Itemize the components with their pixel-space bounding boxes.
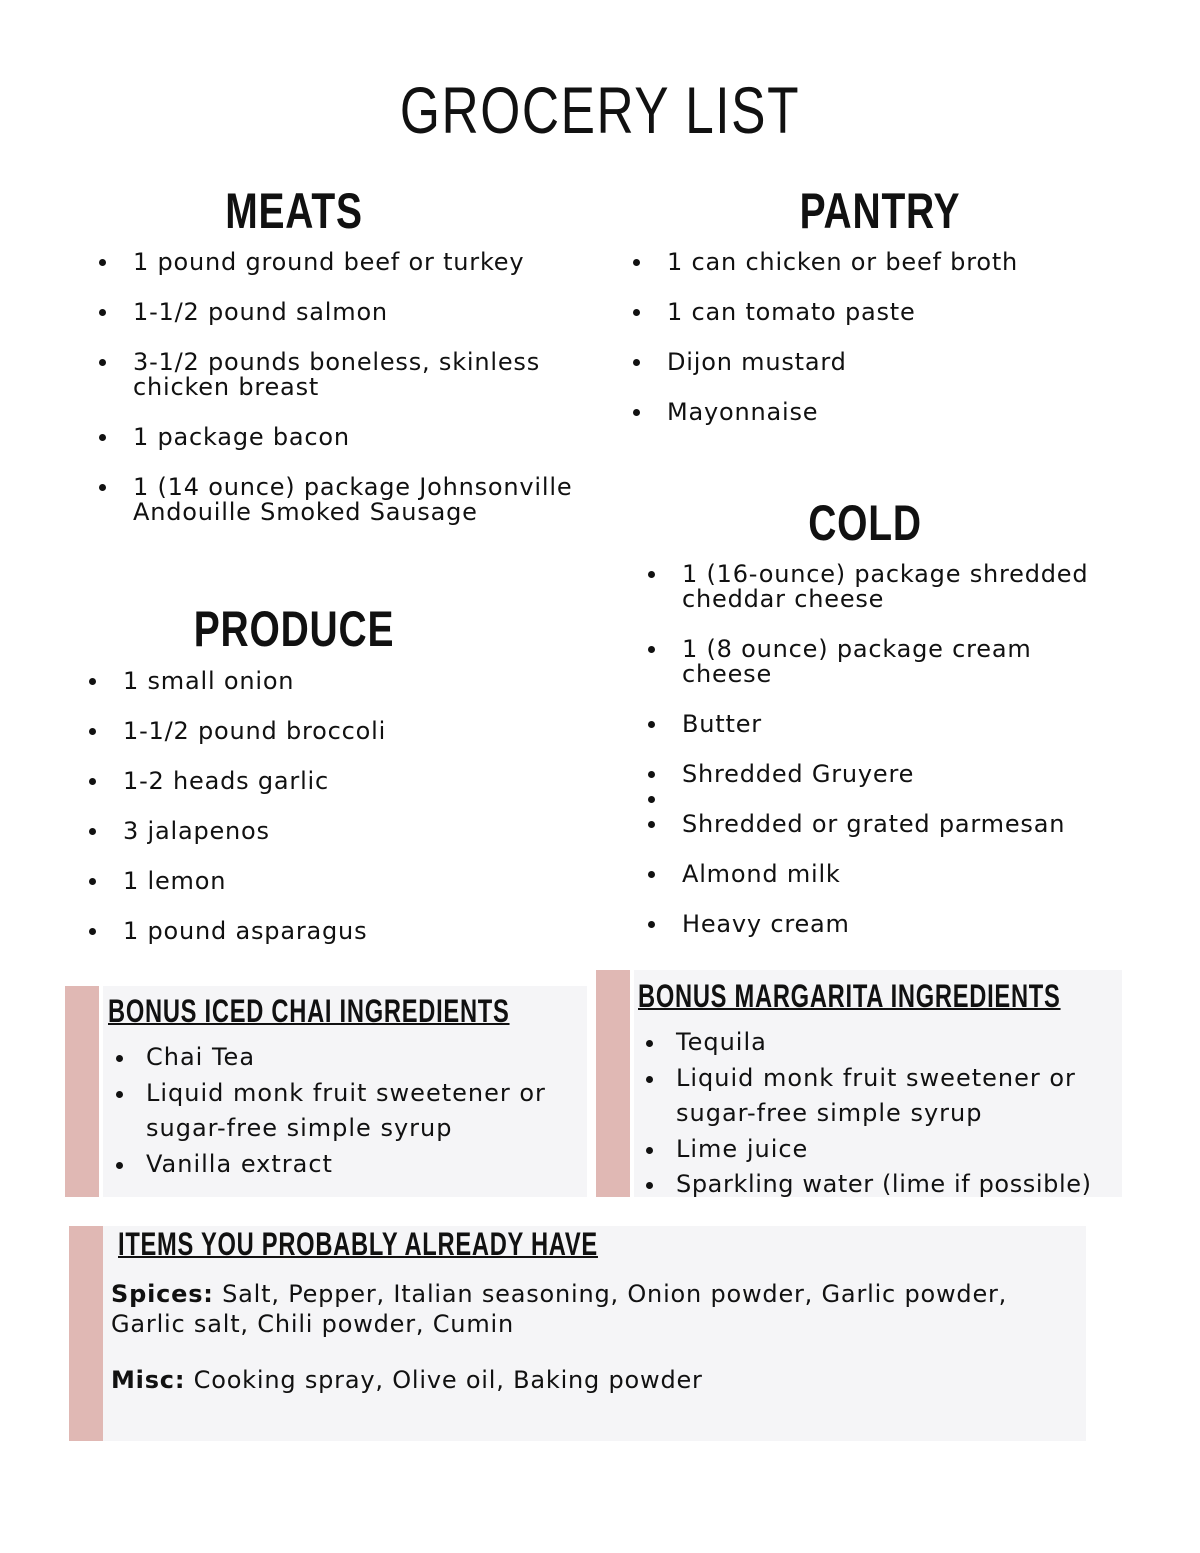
list-item: Lime juice — [646, 1132, 1131, 1168]
list-item: 1 (14 ounce) package Johnsonville Andouille Smoked Sausage — [99, 475, 599, 525]
list-item: Dijon mustard — [633, 350, 1113, 375]
chai-accent-stripe — [65, 986, 99, 1197]
list-item: 1 package bacon — [99, 425, 599, 450]
list-item: 1 pound ground beef or turkey — [99, 250, 599, 275]
list-item: 1 can tomato paste — [633, 300, 1113, 325]
list-item: 1-1/2 pound salmon — [99, 300, 599, 325]
list-item: 1-1/2 pound broccoli — [89, 719, 569, 744]
list-item: 1 (8 ounce) package cream cheese — [648, 637, 1118, 687]
list-item: 1-2 heads garlic — [89, 769, 569, 794]
page-title: GROCERY LIST — [399, 73, 801, 147]
list-item: 1 (16-ounce) package shredded cheddar cheese — [648, 562, 1118, 612]
pantry-list — [633, 250, 1113, 450]
list-item: Tequila — [646, 1025, 1131, 1061]
spices-text — [111, 1279, 1071, 1339]
list-item: Sparkling water (lime if possible) — [646, 1167, 1131, 1203]
list-item: Heavy cream — [648, 912, 1118, 937]
pantry-heading: PANTRY — [799, 183, 961, 239]
list-item: 1 can chicken or beef broth — [633, 250, 1113, 275]
list-item: Shredded Gruyere — [648, 762, 1118, 787]
list-item: Mayonnaise — [633, 400, 1113, 425]
list-item: Liquid monk fruit sweetener or sugar-free simple syrup — [116, 1076, 576, 1147]
cold-heading: COLD — [808, 495, 922, 551]
margarita-heading: BONUS MARGARITA INGREDIENTS — [638, 978, 1061, 1014]
margarita-list — [646, 1025, 1131, 1203]
produce-heading: PRODUCE — [193, 601, 395, 657]
list-item: Butter — [648, 712, 1118, 737]
list-item: Vanilla extract — [116, 1147, 576, 1183]
have-heading: ITEMS YOU PROBABLY ALREADY HAVE — [118, 1226, 598, 1262]
chai-heading: BONUS ICED CHAI INGREDIENTS — [108, 993, 510, 1029]
spices-label: Spices: — [111, 1280, 214, 1308]
list-item — [648, 787, 1118, 812]
have-accent-stripe — [69, 1226, 103, 1441]
cold-list — [648, 562, 1118, 962]
list-item: 1 pound asparagus — [89, 919, 569, 944]
list-item: 1 lemon — [89, 869, 569, 894]
list-item: Chai Tea — [116, 1040, 576, 1076]
list-item: Almond milk — [648, 862, 1118, 887]
produce-list — [89, 669, 569, 969]
misc-value: Cooking spray, Olive oil, Baking powder — [193, 1366, 703, 1394]
list-item: 3 jalapenos — [89, 819, 569, 844]
spices-value: Salt, Pepper, Italian seasoning, Onion powder, Garlic powder, Garlic salt, Chili powder, Cumin — [111, 1280, 1008, 1338]
list-item: 1 small onion — [89, 669, 569, 694]
list-item: 3-1/2 pounds boneless, skinless chicken breast — [99, 350, 599, 400]
misc-label: Misc: — [111, 1366, 186, 1394]
list-item: Liquid monk fruit sweetener or sugar-free simple syrup — [646, 1061, 1131, 1132]
list-item: Shredded or grated parmesan — [648, 812, 1118, 837]
misc-text — [111, 1365, 1071, 1395]
meats-heading: MEATS — [225, 183, 363, 239]
margarita-accent-stripe — [596, 970, 630, 1197]
chai-list — [116, 1040, 576, 1182]
meats-list — [99, 250, 599, 550]
